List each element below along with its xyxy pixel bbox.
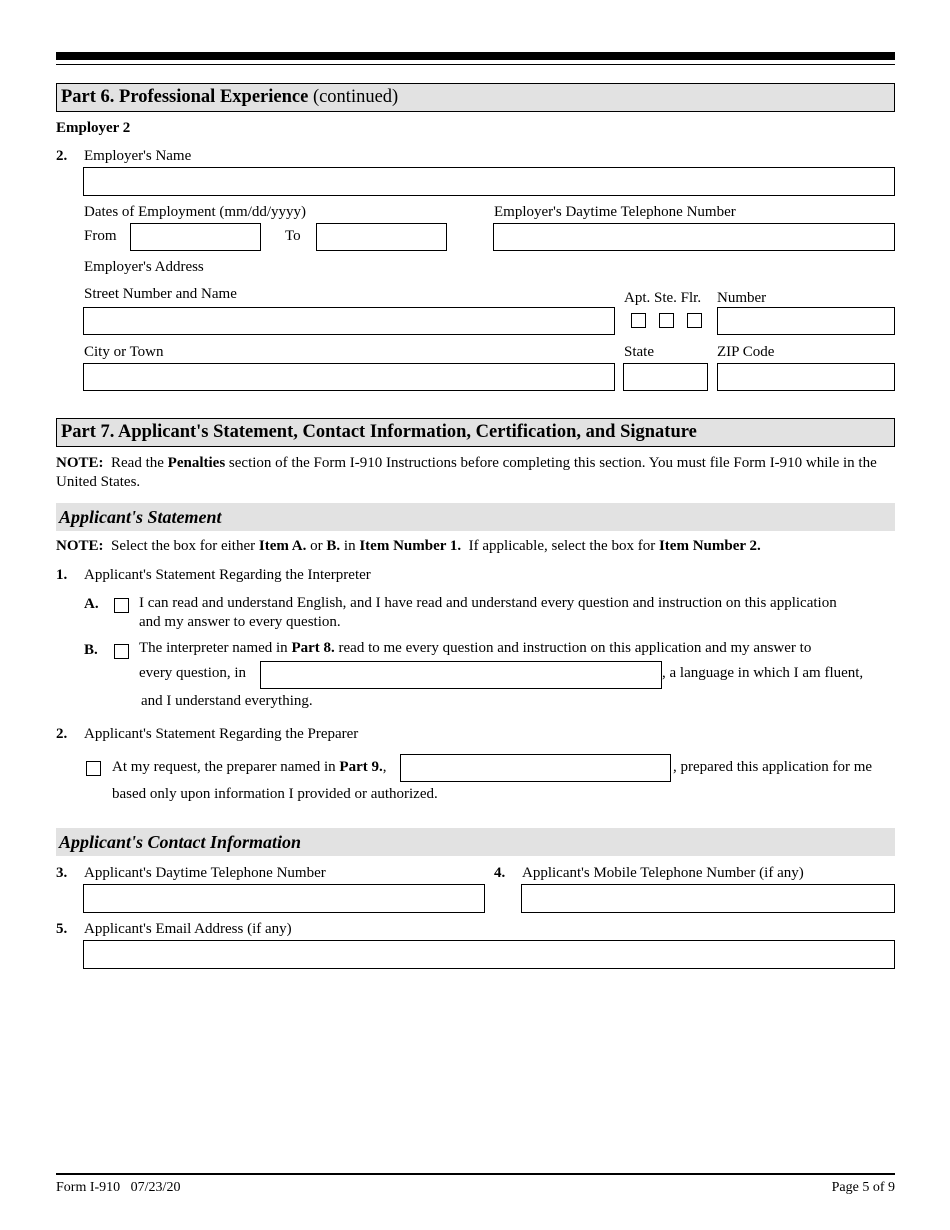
number-label: Number (717, 290, 767, 306)
item-b-letter: B. (84, 642, 98, 658)
to-label: To (285, 228, 301, 244)
footer-rule (56, 1173, 895, 1175)
preparer-name-input[interactable] (400, 754, 671, 782)
item-b-text-c: read to me every question and instruction on this application and my answer to (334, 640, 812, 656)
employer-name-input[interactable] (83, 167, 895, 196)
preparer-part9: Part 9. (339, 759, 383, 775)
item-2-number: 2. (56, 148, 68, 164)
state-select[interactable] (623, 363, 708, 391)
applicant-statement-heading: Applicant's Statement (56, 503, 895, 531)
zip-input[interactable] (717, 363, 895, 391)
street-input[interactable] (83, 307, 615, 335)
mobile-phone-input[interactable] (521, 884, 895, 913)
item-b-after-language: , a language in which I am fluent, (662, 665, 864, 681)
city-input[interactable] (83, 363, 615, 391)
employer-heading: Employer 2 (56, 120, 131, 136)
item-1-number: 1. (56, 567, 68, 583)
note2-text-c: or (306, 538, 327, 554)
contact-info-heading: Applicant's Contact Information (56, 828, 895, 856)
employer-phone-input[interactable] (493, 223, 895, 251)
zip-label: ZIP Code (717, 344, 775, 360)
part6-header (56, 83, 895, 112)
item-a-letter: A. (84, 596, 99, 612)
item-b-checkbox[interactable] (114, 644, 129, 659)
note1-penalties: Penalties (167, 455, 226, 471)
part7-header (56, 418, 895, 447)
top-thin-rule (56, 64, 895, 65)
employer-name-label: Employer's Name (84, 148, 192, 164)
note2-item-number-1: Item Number 1. (359, 538, 462, 554)
from-label: From (84, 228, 117, 244)
item-b-text-line1 (139, 640, 811, 657)
item-b-last-line: and I understand everything. (141, 693, 313, 709)
apt-ste-flr-label: Apt. Ste. Flr. (624, 290, 702, 306)
item-1-label: Applicant's Statement Regarding the Interpreter (84, 567, 371, 583)
preparer-comma: , (382, 759, 387, 775)
employer-address-label: Employer's Address (84, 259, 204, 275)
apt-checkbox[interactable] (631, 313, 646, 328)
preparer-text (112, 759, 387, 776)
note2-item-b: B. (326, 538, 341, 554)
item-4-label: Applicant's Mobile Telephone Number (if any) (522, 865, 804, 881)
to-date-input[interactable] (316, 223, 447, 251)
item-2-statement-number: 2. (56, 726, 68, 742)
note2-text-a: Select the box for either (103, 538, 259, 554)
footer-page-number: Page 5 of 9 (831, 1180, 895, 1195)
preparer-last-line: based only upon information I provided or authorized. (112, 786, 438, 802)
note-select-box (56, 538, 761, 555)
language-input[interactable] (260, 661, 662, 689)
part6-title-continued: (continued) (308, 87, 399, 107)
preparer-text-a: At my request, the preparer named in (112, 759, 340, 775)
note-penalties (56, 454, 896, 492)
note2-prefix: NOTE: (56, 538, 104, 554)
note1-text-a: Read the (103, 455, 168, 471)
note1-text-c: section of the Form I-910 Instructions before completing this section. You must file Form I-910 while in the United States. (56, 455, 877, 490)
from-date-input[interactable] (130, 223, 261, 251)
street-label: Street Number and Name (84, 286, 237, 302)
part7-title: Part 7. Applicant's Statement, Contact Information, Certification, and Signature (61, 422, 697, 442)
item-b-text-a: The interpreter named in (139, 640, 292, 656)
footer-form-id: Form I-910 07/23/20 (56, 1180, 181, 1195)
dates-label: Dates of Employment (mm/dd/yyyy) (84, 204, 307, 220)
employer-phone-label: Employer's Daytime Telephone Number (494, 204, 736, 220)
item-3-label: Applicant's Daytime Telephone Number (84, 865, 326, 881)
note2-item-number-2: Item Number 2. (658, 538, 761, 554)
item-4-number: 4. (494, 865, 506, 881)
item-b-part8: Part 8. (291, 640, 335, 656)
preparer-after-input: , prepared this application for me (673, 759, 873, 775)
item-a-checkbox[interactable] (114, 598, 129, 613)
part6-title: Part 6. Professional Experience (61, 87, 309, 107)
state-label: State (624, 344, 654, 360)
item-b-every-question: every question, in (139, 665, 247, 681)
note1-prefix: NOTE: (56, 455, 104, 471)
note2-text-g: If applicable, select the box for (461, 538, 659, 554)
item-a-text-line2: and my answer to every question. (139, 614, 341, 630)
item-a-text-line1: I can read and understand English, and I have read and understand every question and instruction on this application (139, 595, 837, 611)
top-thick-rule (56, 52, 895, 60)
item-2-statement-label: Applicant's Statement Regarding the Preparer (84, 726, 359, 742)
daytime-phone-input[interactable] (83, 884, 485, 913)
preparer-checkbox[interactable] (86, 761, 101, 776)
item-5-label: Applicant's Email Address (if any) (84, 921, 292, 937)
note2-text-e: in (340, 538, 360, 554)
note2-item-a: Item A. (258, 538, 307, 554)
apt-number-input[interactable] (717, 307, 895, 335)
flr-checkbox[interactable] (687, 313, 702, 328)
city-label: City or Town (84, 344, 164, 360)
email-input[interactable] (83, 940, 895, 969)
item-3-number: 3. (56, 865, 68, 881)
ste-checkbox[interactable] (659, 313, 674, 328)
item-5-number: 5. (56, 921, 68, 937)
